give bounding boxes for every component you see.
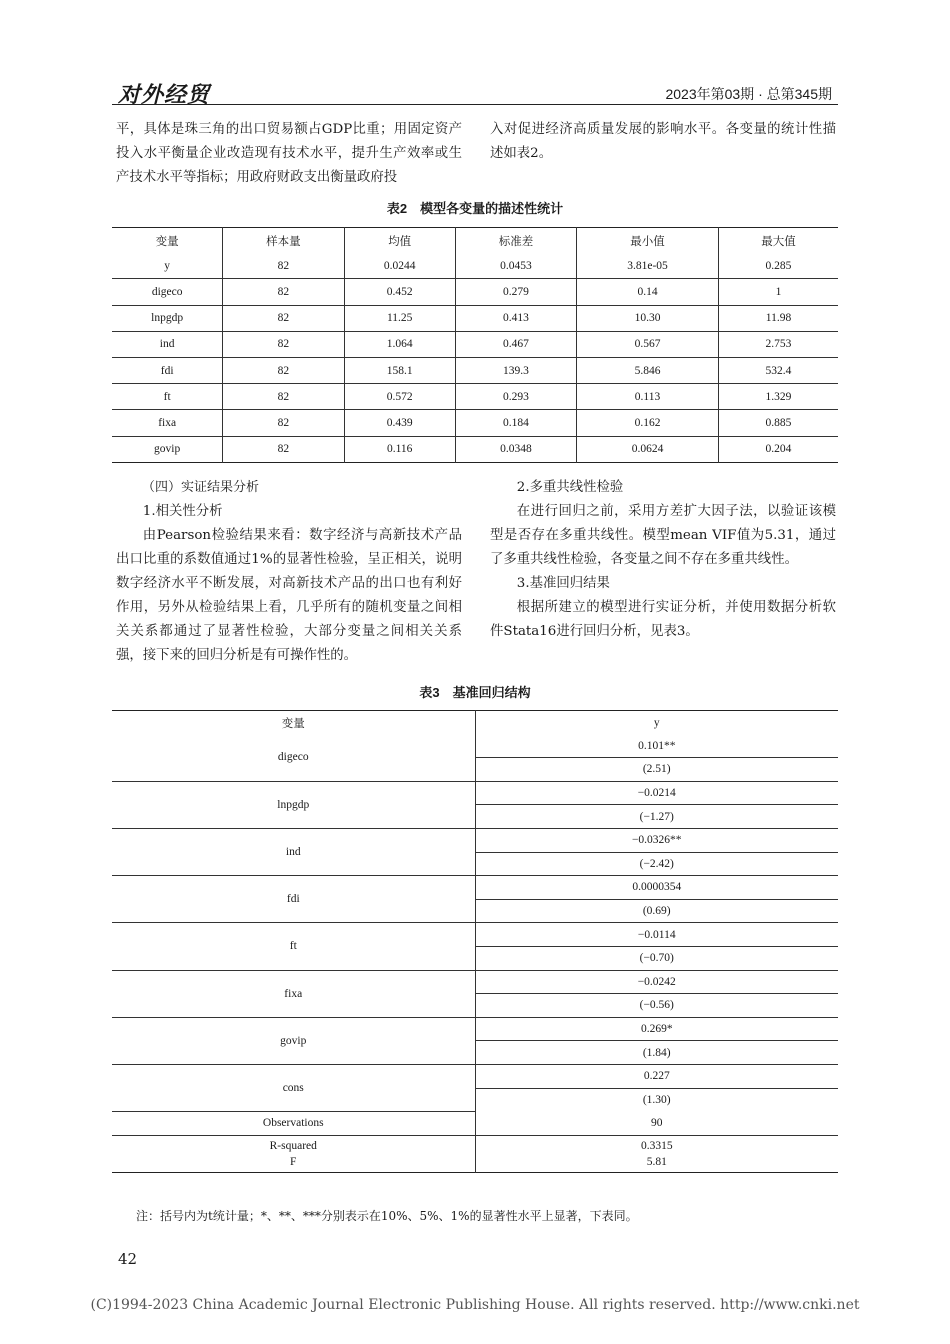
copyright-footer: (C)1994-2023 China Academic Journal Electronic Publishing House. All rights reserved. http://www.cnki.net [90,1297,860,1313]
table-cell: 0.452 [344,279,455,305]
table-cell: 82 [223,357,344,383]
table-cell: 2.753 [718,331,838,357]
coefficient-cell: 0.101** [475,734,838,758]
top-right-column [490,118,836,166]
table2-header-cell: 样本量 [223,228,344,254]
table-cell: 82 [223,253,344,279]
table2-header-cell: 最小值 [577,228,719,254]
variable-name-cell: ft [112,384,223,410]
table2-header-cell: 均值 [344,228,455,254]
table-cell: 0.0244 [344,253,455,279]
table-cell: 1 [718,279,838,305]
table2-header-cell: 标准差 [455,228,576,254]
regression-table [112,710,838,1173]
table-row [112,734,838,758]
t-statistic-cell: (1.84) [475,1041,838,1065]
variable-name-cell: lnpgdp [112,305,223,331]
table-cell: 0.0453 [455,253,576,279]
t-statistic-cell: (2.51) [475,758,838,782]
table-row [112,923,838,947]
f-value: 5.81 [646,1155,667,1168]
coefficient-cell: −0.0326** [475,828,838,852]
subheading-multicollinearity: 2.多重共线性检验 [516,480,624,495]
table-cell: 0.439 [344,410,455,436]
top-left-column [116,118,462,190]
table-cell: 0.204 [718,436,838,462]
variable-name-cell: ind [112,828,475,875]
variable-name-cell: govip [112,436,223,462]
table-cell: 82 [223,331,344,357]
table-cell: 3.81e-05 [577,253,719,279]
variable-name-cell: y [112,253,223,279]
t-statistic-cell: (−2.42) [475,852,838,876]
table-cell: 5.846 [577,357,719,383]
table-row [112,1064,838,1088]
table-row [112,357,838,383]
table-cell: 0.0348 [455,436,576,462]
f-label: F [290,1155,297,1168]
table-cell: 11.25 [344,305,455,331]
t-statistic-cell: (0.69) [475,899,838,923]
table-cell: 82 [223,384,344,410]
middle-right-column [490,476,836,644]
variable-name-cell: govip [112,1017,475,1064]
table-cell: 0.293 [455,384,576,410]
table2-header-cell: 变量 [112,228,223,254]
table-cell: 1.064 [344,331,455,357]
fit-stats-row [112,1135,838,1172]
variable-name-cell: digeco [112,279,223,305]
table3-header-row [112,711,838,735]
table-row [112,410,838,436]
table-cell: 0.162 [577,410,719,436]
page-number: 42 [118,1250,138,1268]
variable-name-cell: fixa [112,970,475,1017]
paragraph-top-left: 平，具体是珠三角的出口贸易额占GDP比重；用固定资产投入水平衡量企业改造现有技术水平，提升生产效率或生产技术水平等指标；用政府财政支出衡量政府投 [116,122,462,185]
fit-stats-values [475,1135,838,1172]
paragraph-correlation: 由Pearson检验结果来看：数字经济与高新技术产品出口比重的系数值通过1%的显著性检验，呈正相关，说明数字经济水平不断发展，对高新技术产品的出口也有利好作用，另外从检验结果上看，几乎所有的随机变量之间相关关系都通过了显著性检验，大部分变量之间相关关系强，接下来的回归分析是有可操作性的。 [116,528,462,663]
table-cell: 82 [223,436,344,462]
table3-header-var: 变量 [112,711,475,735]
table-cell: 82 [223,279,344,305]
table2-header-cell: 最大值 [718,228,838,254]
section-heading: （四）实证结果分析 [142,480,260,495]
r2-value: 0.3315 [640,1139,673,1152]
table-cell: 0.14 [577,279,719,305]
variable-name-cell: fixa [112,410,223,436]
t-statistic-cell: (−1.27) [475,805,838,829]
table-cell: 0.567 [577,331,719,357]
issue-info: 2023年第03期 · 总第345期 [665,86,832,102]
table-note: 注：括号内为t统计量；*、**、***分别表示在10%、5%、1%的显著性水平上显著，下表同。 [136,1209,638,1223]
t-statistic-cell: (−0.70) [475,946,838,970]
table-cell: 82 [223,305,344,331]
observations-label: Observations [112,1112,475,1136]
table-row [112,279,838,305]
variable-name-cell: cons [112,1064,475,1111]
table-row [112,384,838,410]
observations-value: 90 [475,1112,838,1136]
table-cell: 0.113 [577,384,719,410]
table-cell: 0.0624 [577,436,719,462]
coefficient-cell: 0.227 [475,1064,838,1088]
table-row [112,876,838,900]
table-row [112,781,838,805]
coefficient-cell: 0.0000354 [475,876,838,900]
middle-left-column [116,476,462,668]
table-cell: 0.285 [718,253,838,279]
table-row [112,970,838,994]
variable-name-cell: fdi [112,357,223,383]
variable-name-cell: ft [112,923,475,970]
table2-caption: 表2 模型各变量的描述性统计 [386,201,564,216]
table-cell: 532.4 [718,357,838,383]
table-cell: 11.98 [718,305,838,331]
table-row [112,436,838,462]
table-cell: 0.885 [718,410,838,436]
fit-stats-labels [112,1135,475,1172]
table-cell: 82 [223,410,344,436]
observations-row [112,1112,838,1136]
table-cell: 0.467 [455,331,576,357]
header-rule [112,104,838,105]
coefficient-cell: 0.269* [475,1017,838,1041]
table-cell: 1.329 [718,384,838,410]
table-cell: 0.184 [455,410,576,436]
variable-name-cell: digeco [112,734,475,781]
table3-caption: 表3 基准回归结构 [419,685,531,700]
table-row [112,305,838,331]
t-statistic-cell: (1.30) [475,1088,838,1112]
paragraph-multicollinearity: 在进行回归之前，采用方差扩大因子法，以验证该模型是否存在多重共线性。模型mean VIF值为5.31，通过了多重共线性检验，各变量之间不存在多重共线性。 [490,504,836,567]
table-cell: 0.413 [455,305,576,331]
table-cell: 158.1 [344,357,455,383]
variable-name-cell: fdi [112,876,475,923]
subheading-correlation: 1.相关性分析 [142,504,223,519]
subheading-regression: 3.基准回归结果 [516,576,610,591]
table3-header-y: y [475,711,838,735]
table-row [112,331,838,357]
r2-label: R-squared [269,1139,317,1152]
coefficient-cell: −0.0114 [475,923,838,947]
table-row [112,828,838,852]
descriptive-stats-table [112,227,838,463]
table-cell: 0.116 [344,436,455,462]
paragraph-top-right: 入对促进经济高质量发展的影响水平。各变量的统计性描述如表2。 [490,122,836,161]
table2-header-row [112,228,838,254]
paragraph-regression: 根据所建立的模型进行实证分析，并使用数据分析软件Stata16进行回归分析，见表3。 [490,600,836,639]
table-row [112,253,838,279]
journal-logo: 对外经贸 [118,82,211,108]
table-cell: 139.3 [455,357,576,383]
table-cell: 0.572 [344,384,455,410]
variable-name-cell: ind [112,331,223,357]
coefficient-cell: −0.0242 [475,970,838,994]
table-row [112,1017,838,1041]
coefficient-cell: −0.0214 [475,781,838,805]
t-statistic-cell: (−0.56) [475,994,838,1018]
table-cell: 0.279 [455,279,576,305]
variable-name-cell: lnpgdp [112,781,475,828]
table-cell: 10.30 [577,305,719,331]
